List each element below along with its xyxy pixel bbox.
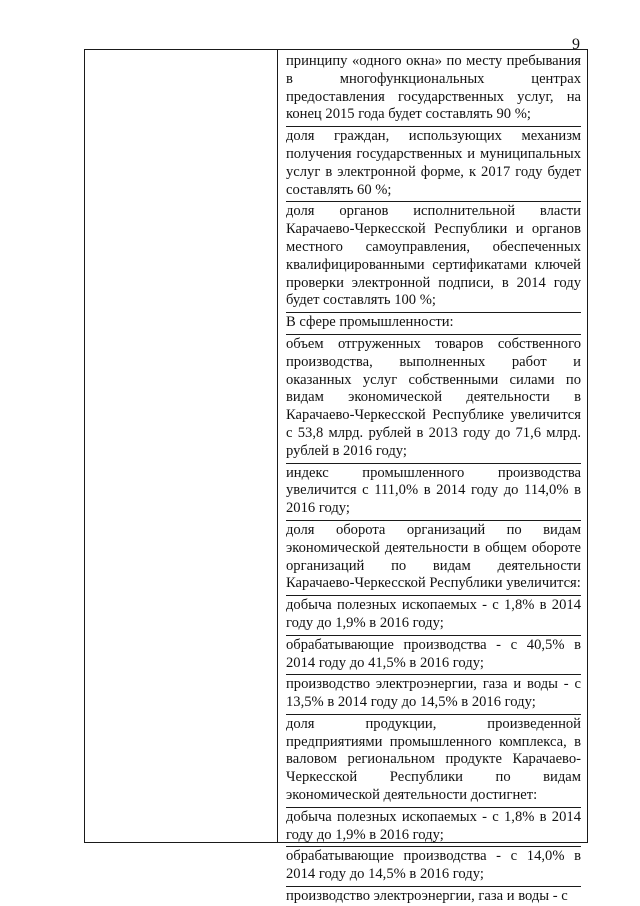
table-paragraph: производство электроэнергии, газа и воды - с 13,5% в 2014 году до 14,5% в 2016 году; bbox=[286, 676, 581, 711]
table-paragraph: обрабатывающие производства - с 40,5% в 2014 году до 41,5% в 2016 году; bbox=[286, 636, 581, 671]
table-paragraph: В сфере промышленности: bbox=[286, 312, 581, 332]
table-paragraph: доля органов исполнительной власти Карачаево-Черкесской Республики и органов местного самоуправления, обеспеченных квалифицированными сертификатами ключей проверки электронной подписи, в 2014 году будет составлять 100 %; bbox=[286, 203, 581, 309]
table-right-column bbox=[278, 50, 587, 905]
table-paragraph: принципу «одного окна» по месту пребывания в многофункциональных центрах предоставления государственных услуг, на конец 2015 года будет составлять 90 %; bbox=[286, 53, 581, 123]
table-paragraph: доля оборота организаций по видам экономической деятельности в общем обороте организаций по видам деятельности Карачаево-Черкесской Республики увеличится: bbox=[286, 521, 581, 592]
table-paragraph: производство электроэнергии, газа и воды - с bbox=[286, 886, 581, 906]
table-paragraph: доля продукции, произведенной предприятиями промышленного комплекса, в валовом региональном продукте Карачаево-Черкесской Республики по видам экономической деятельности достигнет: bbox=[286, 715, 581, 804]
page-number: 9 bbox=[572, 36, 580, 53]
table-paragraph: объем отгруженных товаров собственного производства, выполненных работ и оказанных услуг собственными силами по видам экономической деятельности в Карачаево-Черкесской Республике увеличится с 53,8 млрд. рублей в 2013 году до 71,6 млрд. рублей в 2016 году; bbox=[286, 335, 581, 459]
table-paragraph: добыча полезных ископаемых - с 1,8% в 2014 году до 1,9% в 2016 году; bbox=[286, 808, 581, 843]
table-paragraph: обрабатывающие производства - с 14,0% в 2014 году до 14,5% в 2016 году; bbox=[286, 848, 581, 883]
table-left-column bbox=[85, 50, 278, 842]
document-table bbox=[84, 49, 588, 905]
table-paragraph: добыча полезных ископаемых - с 1,8% в 2014 году до 1,9% в 2016 году; bbox=[286, 597, 581, 631]
table-paragraph: доля граждан, использующих механизм получения государственных и муниципальных услуг в электронной форме, к 2017 году будет составлять 60 %; bbox=[286, 128, 581, 198]
table-paragraph: индекс промышленного производства увеличится с 111,0% в 2014 году до 114,0% в 2016 году; bbox=[286, 464, 581, 517]
